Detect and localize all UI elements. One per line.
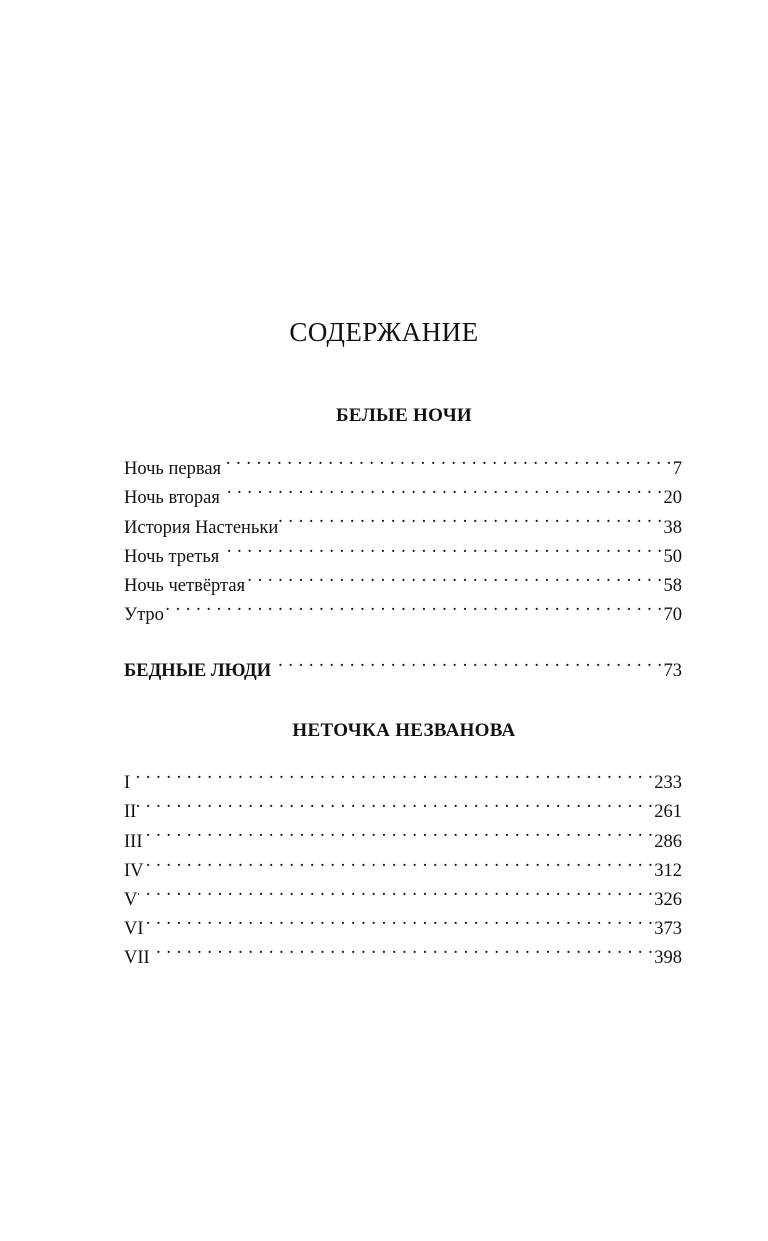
toc-entry-page: 398 — [654, 948, 682, 969]
toc-entry-label: Ночь вторая — [124, 488, 220, 509]
dot-leader — [145, 847, 654, 876]
toc-entry-label: VI — [124, 919, 144, 940]
toc-entry-label: III — [124, 831, 143, 852]
toc-entry[interactable] — [124, 876, 682, 910]
dot-leader — [165, 591, 663, 620]
dot-leader — [220, 533, 662, 562]
toc-entry[interactable] — [124, 817, 682, 852]
toc-entry-page: 50 — [663, 546, 682, 567]
toc-entry-label: VII — [124, 948, 150, 969]
dot-leader — [137, 788, 653, 817]
toc-entry[interactable] — [124, 445, 682, 480]
toc-entry-page: 312 — [654, 860, 682, 881]
dot-leader — [145, 905, 654, 934]
dot-leader — [151, 934, 654, 963]
toc-list-netochka — [124, 759, 682, 969]
toc-entry-label: Ночь третья — [124, 546, 220, 567]
toc-entry[interactable] — [124, 759, 682, 794]
toc-entry-label: БЕДНЫЕ ЛЮДИ — [124, 661, 272, 682]
toc-entry[interactable] — [124, 847, 682, 881]
section-heading-netochka: НЕТОЧКА НЕЗВАНОВА — [292, 720, 516, 741]
section-heading-white-nights: БЕЛЫЕ НОЧИ — [335, 405, 473, 426]
toc-entry-page: 20 — [663, 488, 682, 509]
dot-leader — [138, 876, 653, 905]
dot-leader — [221, 474, 663, 503]
toc-entry[interactable] — [124, 647, 682, 682]
dot-leader — [246, 562, 662, 591]
toc-entry-page: 261 — [654, 802, 682, 823]
toc-entry-page: 286 — [654, 831, 682, 852]
toc-entry-label: I — [124, 773, 131, 794]
toc-entry-label: Ночь четвёртая — [124, 575, 246, 596]
toc-entry[interactable] — [124, 788, 682, 823]
toc-entry-label: Утро — [124, 605, 164, 626]
toc-entry[interactable] — [124, 934, 682, 969]
toc-entry-page: 73 — [663, 661, 682, 682]
dot-leader — [272, 647, 662, 676]
toc-entry-page: 7 — [672, 459, 682, 480]
toc-entry-page: 70 — [663, 605, 682, 626]
toc-entry-page: 58 — [663, 575, 682, 596]
toc-entry-label: История Настеньки — [124, 517, 279, 538]
toc-entry-page: 373 — [654, 919, 682, 940]
toc-entry-label: II — [124, 802, 137, 823]
dot-leader — [131, 759, 653, 788]
dot-leader — [279, 503, 662, 532]
toc-entry[interactable] — [124, 905, 682, 940]
toc-entry[interactable] — [124, 591, 682, 626]
dot-leader — [143, 817, 653, 846]
toc-list-white-nights — [124, 445, 682, 626]
toc-entry-label: V — [124, 889, 138, 910]
page-title: СОДЕРЖАНИЕ — [289, 317, 479, 347]
toc-list-poor-folk — [124, 647, 682, 682]
toc-entry-page: 326 — [654, 889, 682, 910]
toc-entry-label: IV — [124, 860, 144, 881]
toc-entry-label: Ночь первая — [124, 459, 222, 480]
dot-leader — [222, 445, 672, 474]
toc-entry-page: 38 — [663, 517, 682, 538]
toc-entry-page: 233 — [654, 773, 682, 794]
